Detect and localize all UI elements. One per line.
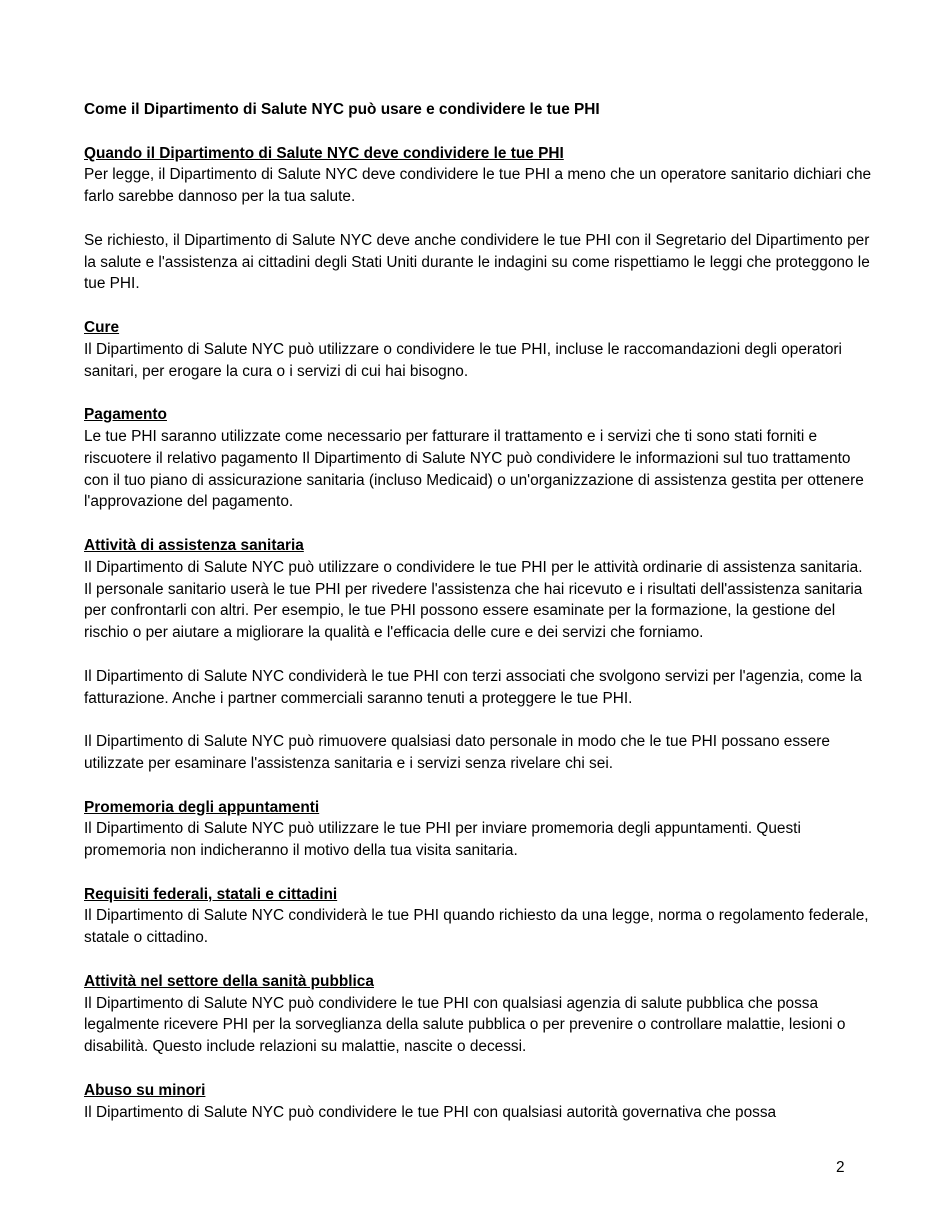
paragraph: Il Dipartimento di Salute NYC può utilizzare o condividere le tue PHI per le attività ordinarie di assistenza sanitaria. Il personale sanitario userà le tue PHI per rivedere l'assistenza che hai ricevuto e i risultati dell'assistenza sanitaria per confrontarli con altri. Per esempio, le tue PHI possono essere esaminate per la formazione, la gestione del rischio o per aiutare a migliorare la qualità e l'efficacia delle cure e dei servizi che forniamo.	[84, 558, 863, 642]
paragraph: Il Dipartimento di Salute NYC può utilizzare o condividere le tue PHI, incluse le raccomandazioni degli operatori sanitari, per erogare la cura o i servizi di cui hai bisogno.	[84, 340, 842, 380]
paragraph: Se richiesto, il Dipartimento di Salute NYC deve anche condividere le tue PHI con il Segretario del Dipartimento per la salute e l'assistenza ai cittadini degli Stati Uniti durante le indagini su come rispettiamo le leggi che proteggono le tue PHI.	[84, 231, 870, 293]
section-heading: Promemoria degli appuntamenti	[84, 798, 320, 816]
paragraph: Il Dipartimento di Salute NYC condividerà le tue PHI con terzi associati che svolgono servizi per l'agenzia, come la fatturazione. Anche i partner commerciali saranno tenuti a proteggere le tue PHI.	[84, 667, 862, 707]
section-heading: Attività nel settore della sanità pubblica	[84, 972, 374, 990]
section-heading: Requisiti federali, statali e cittadini	[84, 885, 338, 903]
page-number: 2	[836, 1159, 845, 1176]
section-child-abuse	[84, 1080, 874, 1124]
section-heading: Attività di assistenza sanitaria	[84, 536, 304, 554]
page-title: Come il Dipartimento di Salute NYC può usare e condividere le tue PHI	[84, 101, 600, 118]
section-payment	[84, 404, 874, 513]
section-heading: Cure	[84, 318, 120, 336]
paragraph: Il Dipartimento di Salute NYC può utilizzare le tue PHI per inviare promemoria degli appuntamenti. Questi promemoria non indicheranno il motivo della tua visita sanitaria.	[84, 820, 801, 860]
section-heading: Quando il Dipartimento di Salute NYC deve condividere le tue PHI	[84, 144, 564, 162]
paragraph: Il Dipartimento di Salute NYC può condividere le tue PHI con qualsiasi autorità governativa che possa	[84, 1103, 777, 1121]
section-legal-requirements	[84, 884, 874, 949]
section-appointment-reminders	[84, 797, 874, 862]
section-healthcare-operations	[84, 535, 874, 775]
section-obligatory-sharing	[84, 143, 874, 296]
paragraph: Le tue PHI saranno utilizzate come necessario per fatturare il trattamento e i servizi che ti sono stati forniti e riscuotere il relativo pagamento Il Dipartimento di Salute NYC può condividere le informazioni sul tuo trattamento con il tuo piano di assicurazione sanitaria (incluso Medicaid) o un'organizzazione di assistenza gestita per ottenere l'approvazione del pagamento.	[84, 427, 864, 511]
paragraph: Il Dipartimento di Salute NYC può condividere le tue PHI con qualsiasi agenzia di salute pubblica che possa legalmente ricevere PHI per la sorveglianza della salute pubblica o per prevenire o controllare malattie, lesioni o disabilità. Questo include relazioni su malattie, nascite o decessi.	[84, 994, 846, 1056]
paragraph: Il Dipartimento di Salute NYC condividerà le tue PHI quando richiesto da una legge, norma o regolamento federale, statale o cittadino.	[84, 907, 869, 947]
section-heading: Abuso su minori	[84, 1081, 206, 1099]
section-public-health	[84, 971, 874, 1058]
section-heading: Pagamento	[84, 406, 167, 424]
paragraph: Per legge, il Dipartimento di Salute NYC deve condividere le tue PHI a meno che un operatore sanitario dichiari che farlo sarebbe dannoso per la tua salute.	[84, 166, 872, 206]
section-care	[84, 317, 874, 382]
document-page	[84, 99, 874, 1145]
paragraph: Il Dipartimento di Salute NYC può rimuovere qualsiasi dato personale in modo che le tue PHI possano essere utilizzate per esaminare l'assistenza sanitaria e i servizi senza rivelare chi sei.	[84, 733, 830, 772]
